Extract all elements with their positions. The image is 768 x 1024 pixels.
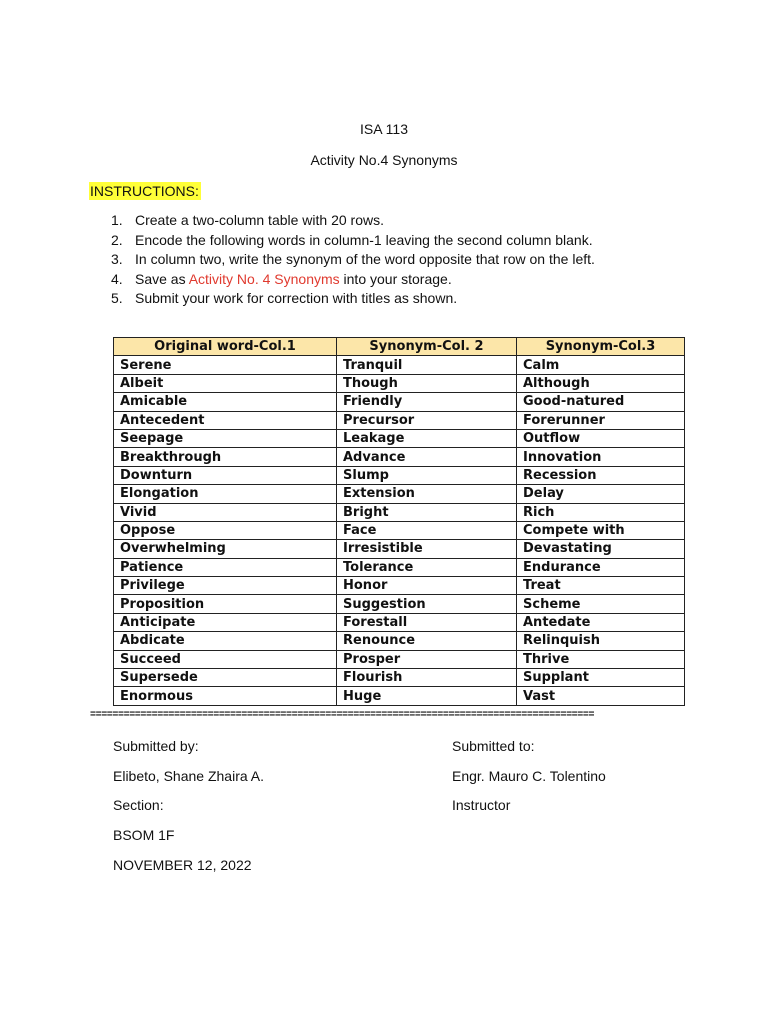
synonym-3-cell: Good-natured <box>517 393 685 411</box>
table-row <box>114 540 685 558</box>
table-row <box>114 356 685 374</box>
original-word-cell: Downturn <box>114 466 337 484</box>
synonym-2-cell: Slump <box>337 466 517 484</box>
original-word-cell: Vivid <box>114 503 337 521</box>
table-row <box>114 429 685 447</box>
instruction-item <box>111 231 595 251</box>
original-word-cell: Abdicate <box>114 632 337 650</box>
synonym-3-cell: Devastating <box>517 540 685 558</box>
instructor-name: Engr. Mauro C. Tolentino <box>452 768 606 784</box>
synonym-table <box>113 337 685 706</box>
table-row <box>114 558 685 576</box>
table-row <box>114 503 685 521</box>
instruction-item <box>111 211 595 231</box>
synonym-2-cell: Forestall <box>337 613 517 631</box>
synonym-3-cell: Thrive <box>517 650 685 668</box>
synonym-3-cell: Rich <box>517 503 685 521</box>
synonym-3-cell: Although <box>517 374 685 392</box>
instruction-number: 1. <box>111 212 123 228</box>
instruction-item <box>111 250 595 270</box>
synonym-2-cell: Suggestion <box>337 595 517 613</box>
table-row <box>114 521 685 539</box>
instruction-highlight-red: Activity No. 4 Synonyms <box>188 270 340 287</box>
table-row <box>114 632 685 650</box>
table-header-row <box>114 338 685 356</box>
synonym-2-cell: Leakage <box>337 429 517 447</box>
section-label: Section: <box>113 797 164 813</box>
instruction-number: 3. <box>111 251 123 267</box>
column-header-original: Original word-Col.1 <box>114 338 337 356</box>
synonym-2-cell: Precursor <box>337 411 517 429</box>
instruction-item <box>111 270 595 290</box>
synonym-2-cell: Prosper <box>337 650 517 668</box>
instruction-text: In column two, write the synonym of the word opposite that row on the left. <box>135 251 595 267</box>
instruction-text-before: Save as <box>135 270 189 287</box>
synonym-2-cell: Honor <box>337 577 517 595</box>
instruction-text: Submit your work for correction with titles as shown. <box>135 290 458 306</box>
course-code: ISA 113 <box>359 121 408 137</box>
table-row <box>114 448 685 466</box>
synonym-2-cell: Extension <box>337 485 517 503</box>
instruction-number: 4. <box>111 270 123 287</box>
table-row <box>114 613 685 631</box>
original-word-cell: Antecedent <box>114 411 337 429</box>
synonym-2-cell: Flourish <box>337 669 517 687</box>
synonym-2-cell: Huge <box>337 687 517 705</box>
instruction-number: 2. <box>111 231 123 248</box>
activity-title: Activity No.4 Synonyms <box>310 152 458 168</box>
submitted-to-label: Submitted to: <box>452 738 535 754</box>
instruction-text-after: into your storage. <box>339 270 452 287</box>
instruction-item <box>111 289 595 309</box>
synonym-2-cell: Face <box>337 521 517 539</box>
synonym-3-cell: Innovation <box>517 448 685 466</box>
original-word-cell: Overwhelming <box>114 540 337 558</box>
instructor-title: Instructor <box>452 797 511 813</box>
original-word-cell: Breakthrough <box>114 448 337 466</box>
original-word-cell: Supersede <box>114 669 337 687</box>
synonym-3-cell: Calm <box>517 356 685 374</box>
original-word-cell: Patience <box>114 558 337 576</box>
table-row <box>114 393 685 411</box>
synonym-2-cell: Bright <box>337 503 517 521</box>
synonym-2-cell: Irresistible <box>337 540 517 558</box>
table-row <box>114 687 685 705</box>
synonym-2-cell: Friendly <box>337 393 517 411</box>
table-row <box>114 650 685 668</box>
original-word-cell: Serene <box>114 356 337 374</box>
synonym-3-cell: Vast <box>517 687 685 705</box>
synonym-3-cell: Endurance <box>517 558 685 576</box>
original-word-cell: Proposition <box>114 595 337 613</box>
synonym-3-cell: Recession <box>517 466 685 484</box>
original-word-cell: Privilege <box>114 577 337 595</box>
separator-line: ========================================================================================== <box>90 710 595 721</box>
table-row <box>114 466 685 484</box>
section-value: BSOM 1F <box>113 827 175 843</box>
instructions-heading: INSTRUCTIONS: <box>90 183 199 199</box>
original-word-cell: Succeed <box>114 650 337 668</box>
table-row <box>114 374 685 392</box>
table-row <box>114 485 685 503</box>
original-word-cell: Oppose <box>114 521 337 539</box>
instruction-text: Encode the following words in column-1 leaving the second column blank. <box>135 231 593 248</box>
table-row <box>114 577 685 595</box>
synonym-2-cell: Though <box>337 374 517 392</box>
synonym-3-cell: Supplant <box>517 669 685 687</box>
column-header-synonym-3: Synonym-Col.3 <box>517 338 685 356</box>
original-word-cell: Anticipate <box>114 613 337 631</box>
table-row <box>114 669 685 687</box>
table-row <box>114 411 685 429</box>
synonym-2-cell: Tranquil <box>337 356 517 374</box>
original-word-cell: Enormous <box>114 687 337 705</box>
synonym-3-cell: Treat <box>517 577 685 595</box>
submitted-by-label: Submitted by: <box>113 738 199 754</box>
instruction-number: 5. <box>111 290 123 306</box>
synonym-3-cell: Scheme <box>517 595 685 613</box>
synonym-2-cell: Advance <box>337 448 517 466</box>
student-name: Elibeto, Shane Zhaira A. <box>113 768 264 784</box>
original-word-cell: Seepage <box>114 429 337 447</box>
submission-date: NOVEMBER 12, 2022 <box>113 857 252 873</box>
synonym-3-cell: Antedate <box>517 613 685 631</box>
original-word-cell: Elongation <box>114 485 337 503</box>
instruction-text: Create a two-column table with 20 rows. <box>135 212 384 228</box>
original-word-cell: Albeit <box>114 374 337 392</box>
synonym-3-cell: Forerunner <box>517 411 685 429</box>
synonym-3-cell: Outflow <box>517 429 685 447</box>
column-header-synonym-2: Synonym-Col. 2 <box>337 338 517 356</box>
synonym-3-cell: Delay <box>517 485 685 503</box>
synonym-3-cell: Relinquish <box>517 632 685 650</box>
table-row <box>114 595 685 613</box>
synonym-2-cell: Tolerance <box>337 558 517 576</box>
instruction-list <box>111 211 595 309</box>
original-word-cell: Amicable <box>114 393 337 411</box>
table-body <box>114 356 685 705</box>
synonym-3-cell: Compete with <box>517 521 685 539</box>
synonym-2-cell: Renounce <box>337 632 517 650</box>
